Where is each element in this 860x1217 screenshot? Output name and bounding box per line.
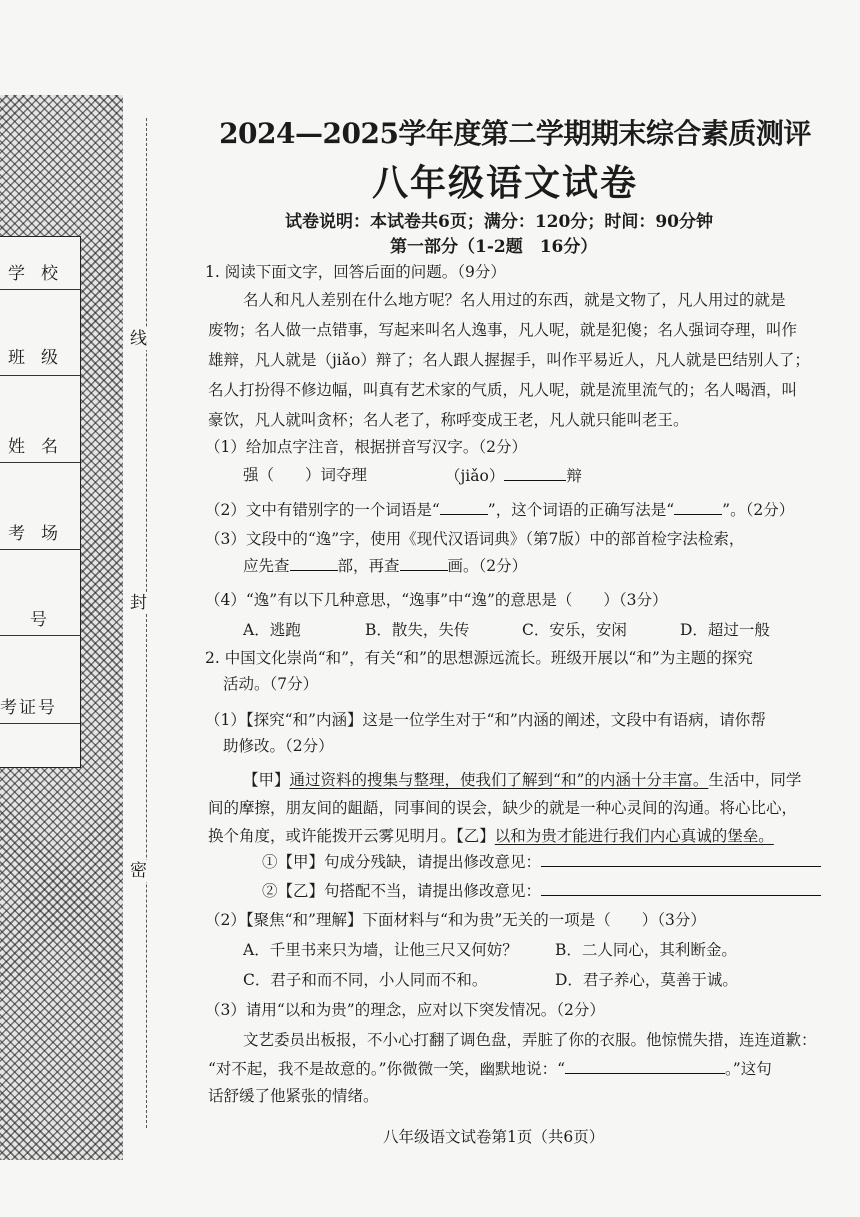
field-name-label: 姓名 <box>8 437 74 457</box>
q2-option-d[interactable]: D．君子养心，莫善于诚。 <box>555 971 738 989</box>
q1-sub1-tail: 辩 <box>566 467 582 485</box>
q1-sub4: （4）“逸”有以下几种意思，“逸事”中“逸”的意思是（ ）（3分） <box>205 591 668 609</box>
q1-stem: 1. 阅读下面文字，回答后面的问题。（9分） <box>205 263 506 281</box>
q2-sub3: （3）请用“以和为贵”的理念，应对以下突发情况。（2分） <box>205 1001 605 1019</box>
seal-char-line: 线 <box>130 329 147 349</box>
q1-sub1-part-a: 强（ ）词夺理 <box>243 466 368 484</box>
binding-dashed-line <box>146 118 147 1128</box>
q1-sub3-text: 部，再查 <box>337 557 400 575</box>
q2-fix1-text: ①【甲】句成分残缺，请提出修改意见： <box>262 853 542 871</box>
q1-sub3-radical-blank[interactable] <box>290 555 338 571</box>
q2-sub1-line1: （1）【探究“和”内涵】这是一位学生对于“和”内涵的阐述，文段中有语病，请你帮 <box>205 711 766 729</box>
q2-passage-line2: 间的摩擦，朋友间的龃龉，同事间的误会，缺少的就是一种心灵间的沟通。将心比心， <box>208 799 798 817</box>
field-ticket-label: 考证号 <box>0 698 57 718</box>
q1-sub3-line1: （3）文段中的“逸”字，使用《现代汉语词典》（第7版）中的部首检字法检索， <box>205 530 745 548</box>
q2-passage-line3 <box>208 826 774 846</box>
q1-sub1: （1）给加点字注音，根据拼音写汉字。（2分） <box>205 438 527 456</box>
q2-scene-line3: 话舒缓了他紧张的情绪。 <box>208 1087 379 1105</box>
page-footer: 八年级语文试卷第1页（共6页） <box>383 1128 605 1146</box>
q1-option-b[interactable]: B．散失，失传 <box>365 621 470 639</box>
q2-stem-line1: 2. 中国文化崇尚“和”，有关“和”的思想源远流长。班级开展以“和”为主题的探究 <box>205 649 753 667</box>
q1-sub3-stroke-blank[interactable] <box>400 555 448 571</box>
q1-sub2-blank-wrong-word[interactable] <box>440 499 488 515</box>
q2-underlined-sentence-yi: 以和为贵才能进行我们内心真诚的堡垒。 <box>494 827 774 845</box>
info-divider <box>0 289 80 290</box>
q1-passage-line: 名人打扮得不修边幅，叫真有艺术家的气质，凡人呢，就是流里流气的；名人喝酒，叫 <box>208 381 798 399</box>
q1-sub1-answer-blank[interactable] <box>504 465 566 481</box>
q2-sub2: （2）【聚焦“和”理解】下面材料与“和为贵”无关的一项是（ ）（3分） <box>205 911 706 929</box>
q1-option-c[interactable]: C．安乐，安闲 <box>522 621 627 639</box>
info-divider <box>0 723 80 724</box>
q2-scene-text: “对不起，我不是故意的。”你微微一笑，幽默地说：“ <box>208 1060 566 1078</box>
q1-sub3-line2 <box>243 555 527 576</box>
exam-instructions: 试卷说明：本试卷共6页；满分：120分；时间：90分钟 <box>285 212 713 232</box>
q1-sub3-text: 应先查 <box>243 557 290 575</box>
exam-title: 2024—2025学年度第二学期期末综合素质测评 <box>219 117 811 150</box>
q2-option-b[interactable]: B．二人同心，其利断金。 <box>555 941 737 959</box>
q2-passage-text: 换个角度，或许能拨开云雾见明月。【乙】 <box>208 827 495 845</box>
part-one-heading: 第一部分（1-2题 16分） <box>390 237 598 257</box>
info-divider <box>0 635 80 636</box>
q2-stem-line2: 活动。（7分） <box>223 675 319 693</box>
q1-sub2-blank-correct-word[interactable] <box>674 499 722 515</box>
q2-fix2 <box>262 880 821 901</box>
q1-sub2-text: （2）文中有错别字的一个词语是“ <box>205 501 440 519</box>
q2-underlined-sentence-jia: 通过资料的搜集与整理，使我们了解到“和”的内涵十分丰富。 <box>289 771 709 789</box>
q1-sub1-part-b <box>445 465 582 486</box>
q2-passage-line1 <box>243 770 801 790</box>
q2-fix1 <box>262 851 821 872</box>
q1-option-d[interactable]: D．超过一般 <box>680 621 770 639</box>
q1-sub3-text: 画。（2分） <box>447 557 528 575</box>
q2-scene-answer-blank[interactable] <box>565 1058 725 1074</box>
student-info-box <box>0 236 81 768</box>
q2-fix2-answer-line[interactable] <box>541 880 821 896</box>
info-divider <box>0 462 80 463</box>
q2-sub1-line2: 助修改。（2分） <box>223 737 334 755</box>
q2-scene-line1: 文艺委员出板报，不小心打翻了调色盘，弄脏了你的衣服。他惊慌失措，连连道歉： <box>243 1031 817 1049</box>
field-school-label: 学校 <box>8 264 74 284</box>
q1-sub1-pinyin: （jiǎo） <box>445 467 505 485</box>
exam-subject-title: 八年级语文试卷 <box>371 162 638 204</box>
q1-sub2-text: ”。（2分） <box>722 501 795 519</box>
field-room-label: 考场 <box>8 524 74 544</box>
q1-passage-line: 废物；名人做一点错事，写起来叫名人逸事，凡人呢，就是犯傻；名人强词夺理，叫作 <box>208 321 798 339</box>
seal-char-seal: 封 <box>130 593 147 613</box>
q2-option-c[interactable]: C．君子和而不同，小人同而不和。 <box>243 971 488 989</box>
q1-passage-line: 雄辩，凡人就是（jiǎo）辩了；名人跟人握握手，叫作平易近人，凡人就是巴结别人了； <box>208 351 810 369</box>
field-seat-label: 号 <box>30 610 63 630</box>
q2-fix1-answer-line[interactable] <box>541 851 821 867</box>
q2-passage-text: 生活中，同学 <box>708 771 802 789</box>
q2-passage-label-jia: 【甲】 <box>243 771 290 789</box>
info-divider <box>0 375 80 376</box>
q2-scene-text: 。”这句 <box>725 1060 772 1078</box>
q1-option-a[interactable]: A．逃跑 <box>243 621 301 639</box>
q2-scene-line2 <box>208 1058 772 1079</box>
q2-option-a[interactable]: A．千里书来只为墙，让他三尺又何妨？ <box>243 941 518 959</box>
q1-sub2-text: ”，这个词语的正确写法是“ <box>487 501 675 519</box>
q1-sub2 <box>205 499 794 520</box>
q2-fix2-text: ②【乙】句搭配不当，请提出修改意见： <box>262 882 542 900</box>
field-class-label: 班级 <box>8 348 74 368</box>
info-divider <box>0 549 80 550</box>
q1-passage-line: 豪饮，凡人就叫贪杯；名人老了，称呼变成王老，凡人就只能叫老王。 <box>208 411 689 429</box>
q1-passage-line: 名人和凡人差别在什么地方呢？名人用过的东西，就是文物了，凡人用过的就是 <box>243 291 786 309</box>
seal-char-secret: 密 <box>130 861 147 881</box>
